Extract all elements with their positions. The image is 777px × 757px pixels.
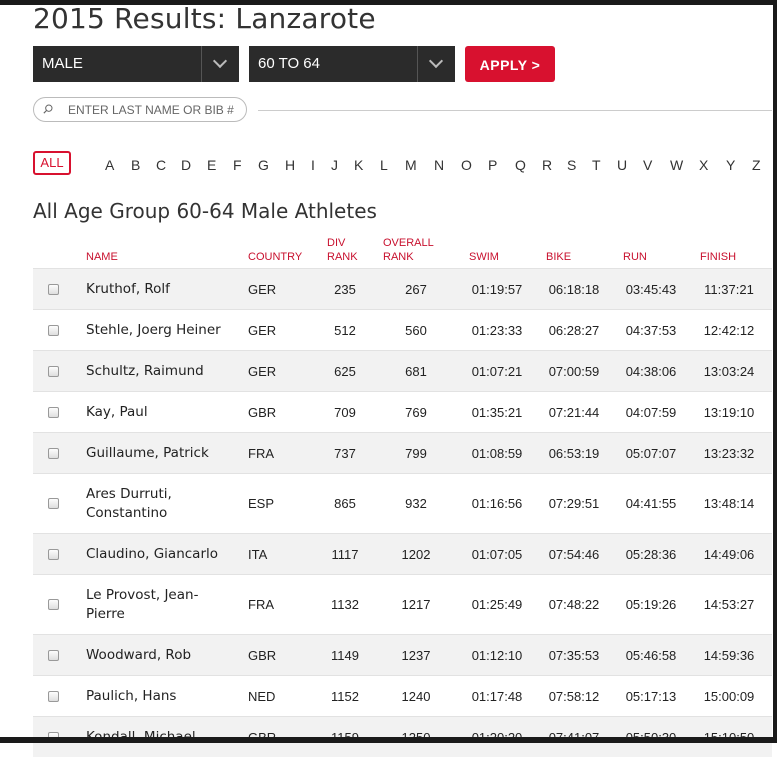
bike-cell: 07:54:46 bbox=[548, 546, 600, 562]
gender-select-value: MALE bbox=[42, 55, 83, 72]
athlete-name-line: Paulich, Hans bbox=[86, 688, 177, 704]
athlete-name-line: Stehle, Joerg Heiner bbox=[86, 322, 221, 338]
country-cell: NED bbox=[248, 688, 276, 704]
chevron-down-icon bbox=[429, 54, 443, 68]
overall-rank-cell: 769 bbox=[405, 404, 427, 420]
table-row[interactable] bbox=[33, 533, 772, 574]
chevron-down-icon bbox=[213, 54, 227, 68]
overall-rank-cell: 1217 bbox=[401, 597, 431, 612]
col-overall-rank-line2: RANK bbox=[383, 251, 414, 263]
table-row[interactable] bbox=[33, 309, 772, 350]
apply-button[interactable]: APPLY > bbox=[465, 46, 555, 82]
swim-cell: 01:12:10 bbox=[471, 647, 523, 663]
overall-rank-cell: 560 bbox=[405, 322, 427, 338]
finish-cell: 14:49:06 bbox=[703, 546, 755, 562]
run-cell: 05:19:26 bbox=[625, 597, 677, 612]
search-icon bbox=[43, 104, 53, 114]
filter-letter-x[interactable]: X bbox=[699, 157, 709, 173]
div-rank-cell: 235 bbox=[334, 281, 356, 297]
run-cell: 05:28:36 bbox=[625, 546, 677, 562]
div-rank-cell: 1149 bbox=[331, 647, 359, 663]
overall-rank-cell: 1237 bbox=[401, 647, 431, 663]
athlete-name[interactable] bbox=[86, 687, 176, 706]
finish-cell: 12:42:12 bbox=[703, 322, 755, 338]
div-rank-cell: 709 bbox=[334, 404, 356, 420]
divider bbox=[258, 110, 772, 111]
bike-cell: 06:28:27 bbox=[548, 322, 600, 338]
overall-rank-cell: 932 bbox=[405, 496, 427, 511]
col-country[interactable]: COUNTRY bbox=[248, 251, 303, 263]
filter-letter-o[interactable]: O bbox=[461, 157, 472, 173]
run-cell: 05:17:13 bbox=[625, 688, 677, 704]
country-cell: ITA bbox=[248, 546, 268, 562]
filter-letter-w[interactable]: W bbox=[670, 157, 684, 173]
table-row[interactable] bbox=[33, 350, 772, 391]
swim-cell: 01:25:49 bbox=[471, 597, 523, 612]
div-rank-cell: 512 bbox=[334, 322, 356, 338]
filter-letter-d[interactable]: D bbox=[181, 157, 192, 173]
row-checkbox[interactable] bbox=[48, 599, 59, 610]
athlete-name[interactable] bbox=[86, 280, 170, 299]
filter-letter-v[interactable]: V bbox=[643, 157, 653, 173]
swim-cell: 01:08:59 bbox=[471, 445, 523, 461]
country-cell: FRA bbox=[248, 445, 274, 461]
col-name[interactable]: NAME bbox=[86, 251, 118, 263]
finish-cell: 14:59:36 bbox=[703, 647, 755, 663]
scrollbar[interactable] bbox=[773, 0, 777, 743]
filter-letter-z[interactable]: Z bbox=[752, 157, 761, 173]
col-div-rank-line1: DIV bbox=[327, 237, 346, 249]
athlete-name[interactable] bbox=[86, 586, 198, 624]
athlete-name[interactable] bbox=[86, 545, 218, 564]
row-checkbox[interactable] bbox=[48, 448, 59, 459]
row-checkbox[interactable] bbox=[48, 284, 59, 295]
col-overall-rank-line1: OVERALL bbox=[383, 237, 434, 249]
athlete-name-line: Claudino, Giancarlo bbox=[86, 546, 219, 562]
col-div-rank[interactable] bbox=[327, 236, 358, 264]
athlete-name[interactable] bbox=[86, 485, 172, 523]
athlete-name[interactable] bbox=[86, 362, 204, 381]
country-cell: GBR bbox=[248, 404, 277, 420]
overall-rank-cell: 681 bbox=[405, 363, 427, 379]
swim-cell: 01:35:21 bbox=[471, 404, 523, 420]
country-cell: FRA bbox=[248, 597, 274, 612]
filter-letter-l[interactable]: L bbox=[380, 157, 388, 173]
row-checkbox[interactable] bbox=[48, 366, 59, 377]
run-cell: 05:07:07 bbox=[625, 445, 677, 461]
table-row[interactable] bbox=[33, 675, 772, 716]
finish-cell: 13:03:24 bbox=[703, 363, 755, 379]
athlete-name-line: Kay, Paul bbox=[86, 404, 148, 420]
finish-cell: 15:00:09 bbox=[703, 688, 755, 704]
table-row[interactable] bbox=[33, 432, 772, 473]
filter-letter-p[interactable]: P bbox=[488, 157, 498, 173]
bike-cell: 07:00:59 bbox=[548, 363, 600, 379]
country-cell: ESP bbox=[248, 496, 275, 511]
swim-cell: 01:16:56 bbox=[471, 496, 523, 511]
swim-cell: 01:23:33 bbox=[471, 322, 523, 338]
div-rank-cell: 865 bbox=[334, 496, 356, 511]
age-group-select-value: 60 TO 64 bbox=[258, 55, 320, 72]
search-input[interactable] bbox=[68, 101, 240, 119]
filter-letter-a[interactable]: A bbox=[105, 157, 115, 173]
overall-rank-cell: 1202 bbox=[401, 546, 431, 562]
run-cell: 03:45:43 bbox=[625, 281, 677, 297]
col-swim[interactable]: SWIM bbox=[469, 251, 499, 263]
row-checkbox[interactable] bbox=[48, 325, 59, 336]
finish-cell: 13:48:14 bbox=[703, 496, 755, 511]
bike-cell: 07:29:51 bbox=[548, 496, 600, 511]
gender-select-toggle[interactable] bbox=[201, 46, 239, 82]
finish-cell: 11:37:21 bbox=[704, 281, 754, 297]
filter-letter-h[interactable]: H bbox=[285, 157, 296, 173]
filter-letter-c[interactable]: C bbox=[156, 157, 167, 173]
filter-letter-t[interactable]: T bbox=[592, 157, 601, 173]
filter-letter-n[interactable]: N bbox=[434, 157, 445, 173]
run-cell: 04:07:59 bbox=[625, 404, 677, 420]
country-cell: GER bbox=[248, 322, 277, 338]
bike-cell: 07:58:12 bbox=[548, 688, 600, 704]
athlete-name-line: Woodward, Rob bbox=[86, 647, 192, 663]
athlete-name-line: Kruthof, Rolf bbox=[86, 281, 170, 297]
gender-select[interactable] bbox=[33, 46, 239, 82]
col-bike[interactable]: BIKE bbox=[546, 251, 572, 263]
filter-letter-m[interactable]: M bbox=[405, 157, 417, 173]
row-checkbox[interactable] bbox=[48, 498, 59, 509]
filter-letter-b[interactable]: B bbox=[131, 157, 141, 173]
row-checkbox[interactable] bbox=[48, 691, 59, 702]
search-box[interactable] bbox=[33, 97, 247, 122]
bike-cell: 07:48:22 bbox=[548, 597, 600, 612]
filter-letter-j[interactable]: J bbox=[331, 157, 338, 173]
swim-cell: 01:07:05 bbox=[471, 546, 523, 562]
page-title: 2015 Results: Lanzarote bbox=[33, 2, 376, 35]
filter-letter-y[interactable]: Y bbox=[726, 157, 736, 173]
col-finish[interactable]: FINISH bbox=[700, 251, 737, 263]
swim-cell: 01:17:48 bbox=[471, 688, 523, 704]
country-cell: GBR bbox=[248, 647, 277, 663]
div-rank-cell: 1132 bbox=[331, 597, 359, 612]
athlete-name[interactable] bbox=[86, 403, 148, 422]
athlete-name-line: Guillaume, Patrick bbox=[86, 445, 209, 461]
swim-cell: 01:07:21 bbox=[471, 363, 523, 379]
run-cell: 04:41:55 bbox=[625, 496, 677, 511]
table-row[interactable] bbox=[33, 634, 772, 675]
col-div-rank-line2: RANK bbox=[327, 251, 358, 263]
bike-cell: 07:35:53 bbox=[548, 647, 600, 663]
athlete-name[interactable] bbox=[86, 646, 191, 665]
athlete-name-line: Le Provost, Jean- bbox=[86, 587, 199, 603]
row-checkbox[interactable] bbox=[48, 407, 59, 418]
run-cell: 04:37:53 bbox=[625, 322, 677, 338]
filter-letter-g[interactable]: G bbox=[258, 157, 269, 173]
section-title: All Age Group 60-64 Male Athletes bbox=[33, 199, 377, 223]
bike-cell: 06:53:19 bbox=[548, 445, 600, 461]
div-rank-cell: 625 bbox=[334, 363, 356, 379]
swim-cell: 01:19:57 bbox=[471, 281, 523, 297]
overall-rank-cell: 1240 bbox=[401, 688, 431, 704]
row-checkbox[interactable] bbox=[48, 650, 59, 661]
filter-letter-k[interactable]: K bbox=[354, 157, 364, 173]
athlete-name-line: Constantino bbox=[86, 505, 168, 521]
overall-rank-cell: 799 bbox=[405, 445, 427, 461]
row-checkbox[interactable] bbox=[48, 549, 59, 560]
filter-all-button[interactable]: ALL bbox=[33, 151, 71, 175]
athlete-name-line: Schultz, Raimund bbox=[86, 363, 204, 379]
athlete-name[interactable] bbox=[86, 321, 221, 340]
filter-letter-i[interactable]: I bbox=[311, 157, 315, 173]
filter-letter-r[interactable]: R bbox=[542, 157, 553, 173]
country-cell: GER bbox=[248, 363, 277, 379]
filter-letter-e[interactable]: E bbox=[207, 157, 217, 173]
run-cell: 05:46:58 bbox=[625, 647, 677, 663]
run-cell: 04:38:06 bbox=[625, 363, 677, 379]
filter-letter-q[interactable]: Q bbox=[515, 157, 526, 173]
athlete-name-line: Ares Durruti, bbox=[86, 486, 172, 502]
bike-cell: 07:21:44 bbox=[548, 404, 600, 420]
athlete-name-line: Pierre bbox=[86, 606, 125, 622]
country-cell: GER bbox=[248, 281, 277, 297]
filter-letter-s[interactable]: S bbox=[567, 157, 577, 173]
filter-letter-u[interactable]: U bbox=[617, 157, 628, 173]
filter-letter-f[interactable]: F bbox=[233, 157, 242, 173]
finish-cell: 13:23:32 bbox=[703, 445, 755, 461]
overall-rank-cell: 267 bbox=[405, 281, 427, 297]
bottom-bar bbox=[0, 737, 777, 743]
table-row[interactable] bbox=[33, 268, 772, 309]
div-rank-cell: 1117 bbox=[331, 546, 359, 562]
bike-cell: 06:18:18 bbox=[548, 281, 600, 297]
div-rank-cell: 1152 bbox=[331, 688, 359, 704]
table-row[interactable] bbox=[33, 391, 772, 432]
age-group-select-toggle[interactable] bbox=[417, 46, 455, 82]
col-run[interactable]: RUN bbox=[623, 251, 647, 263]
col-overall-rank[interactable] bbox=[383, 236, 434, 264]
table-row[interactable] bbox=[33, 574, 772, 634]
finish-cell: 13:19:10 bbox=[703, 404, 755, 420]
div-rank-cell: 737 bbox=[334, 445, 356, 461]
age-group-select[interactable] bbox=[249, 46, 455, 82]
finish-cell: 14:53:27 bbox=[703, 597, 755, 612]
athlete-name[interactable] bbox=[86, 444, 209, 463]
table-row[interactable] bbox=[33, 473, 772, 533]
